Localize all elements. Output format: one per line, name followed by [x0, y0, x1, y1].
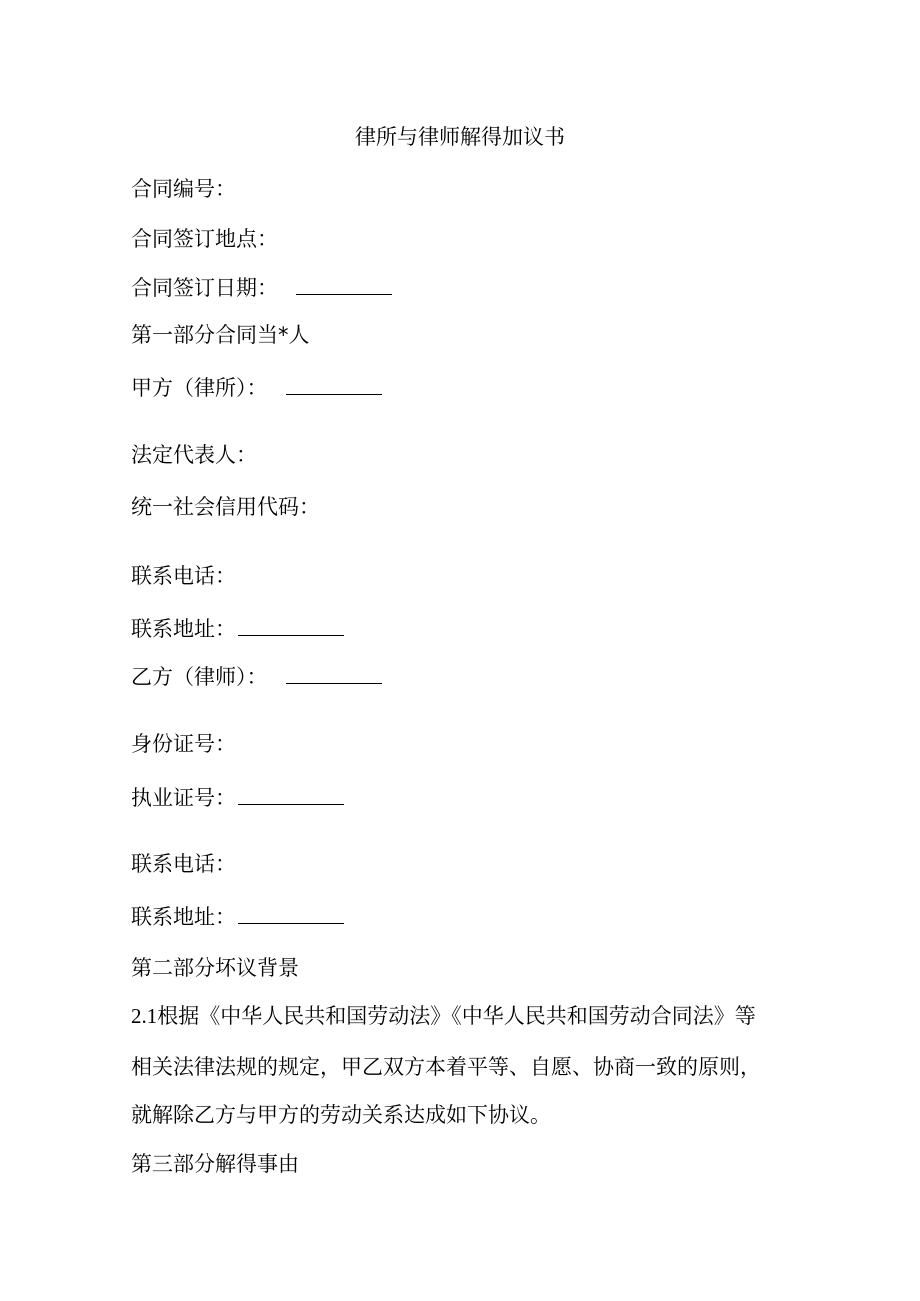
clause-2-1-line3: 就解除乙方与甲方的劳动关系达成如下协议。	[131, 1103, 551, 1127]
party-b-id-no: 身份证号：	[131, 732, 236, 756]
part1-heading: 第一部分合同当*人	[131, 323, 310, 347]
sign-date-label: 合同签订日期：	[131, 276, 278, 300]
sign-place-field	[131, 224, 278, 254]
clause-2-1-line1	[131, 1001, 756, 1031]
sign-place-label: 合同签订地点：	[131, 227, 278, 251]
party-b-license-blank	[238, 782, 344, 805]
clause-number: 2.1	[131, 1004, 158, 1028]
part3-heading: 第三部分解得事由	[131, 1152, 299, 1176]
party-a-address-field	[131, 613, 344, 644]
clause-2-1-text-1: 根据《中华人民共和国劳动法》《中华人民共和国劳动合同法》等	[157, 1004, 756, 1028]
party-a-phone: 联系电话：	[131, 564, 236, 588]
clause-2-1-line2: 相关法律法规的规定，甲乙双方本着平等、自愿、协商一致的原则，	[131, 1055, 761, 1079]
party-b-label: 乙方（律师）：	[131, 665, 268, 689]
party-b-phone: 联系电话：	[131, 852, 236, 876]
sign-date-blank	[296, 272, 392, 295]
party-a-address-label: 联系地址：	[131, 617, 236, 641]
party-a-blank	[286, 372, 382, 395]
document-title: 律所与律师解得加议书	[355, 125, 565, 149]
part2-heading: 第二部分坏议背景	[131, 956, 299, 980]
party-b-address-label: 联系地址：	[131, 905, 236, 929]
party-a-legal-rep: 法定代表人：	[131, 443, 257, 467]
contract-number-label: 合同编号：	[131, 177, 236, 201]
party-b-license-field	[131, 782, 344, 813]
party-b-address-field	[131, 901, 344, 932]
party-a-address-blank	[238, 613, 344, 636]
party-a-field	[131, 372, 382, 403]
party-a-label: 甲方（律所）：	[131, 376, 268, 400]
party-a-credit-code: 统一社会信用代码：	[131, 495, 320, 519]
sign-date-field	[131, 272, 392, 303]
party-b-address-blank	[238, 901, 344, 924]
contract-number-field	[131, 174, 236, 204]
party-b-blank	[286, 661, 382, 684]
party-b-license-label: 执业证号：	[131, 786, 236, 810]
party-b-field	[131, 661, 382, 692]
